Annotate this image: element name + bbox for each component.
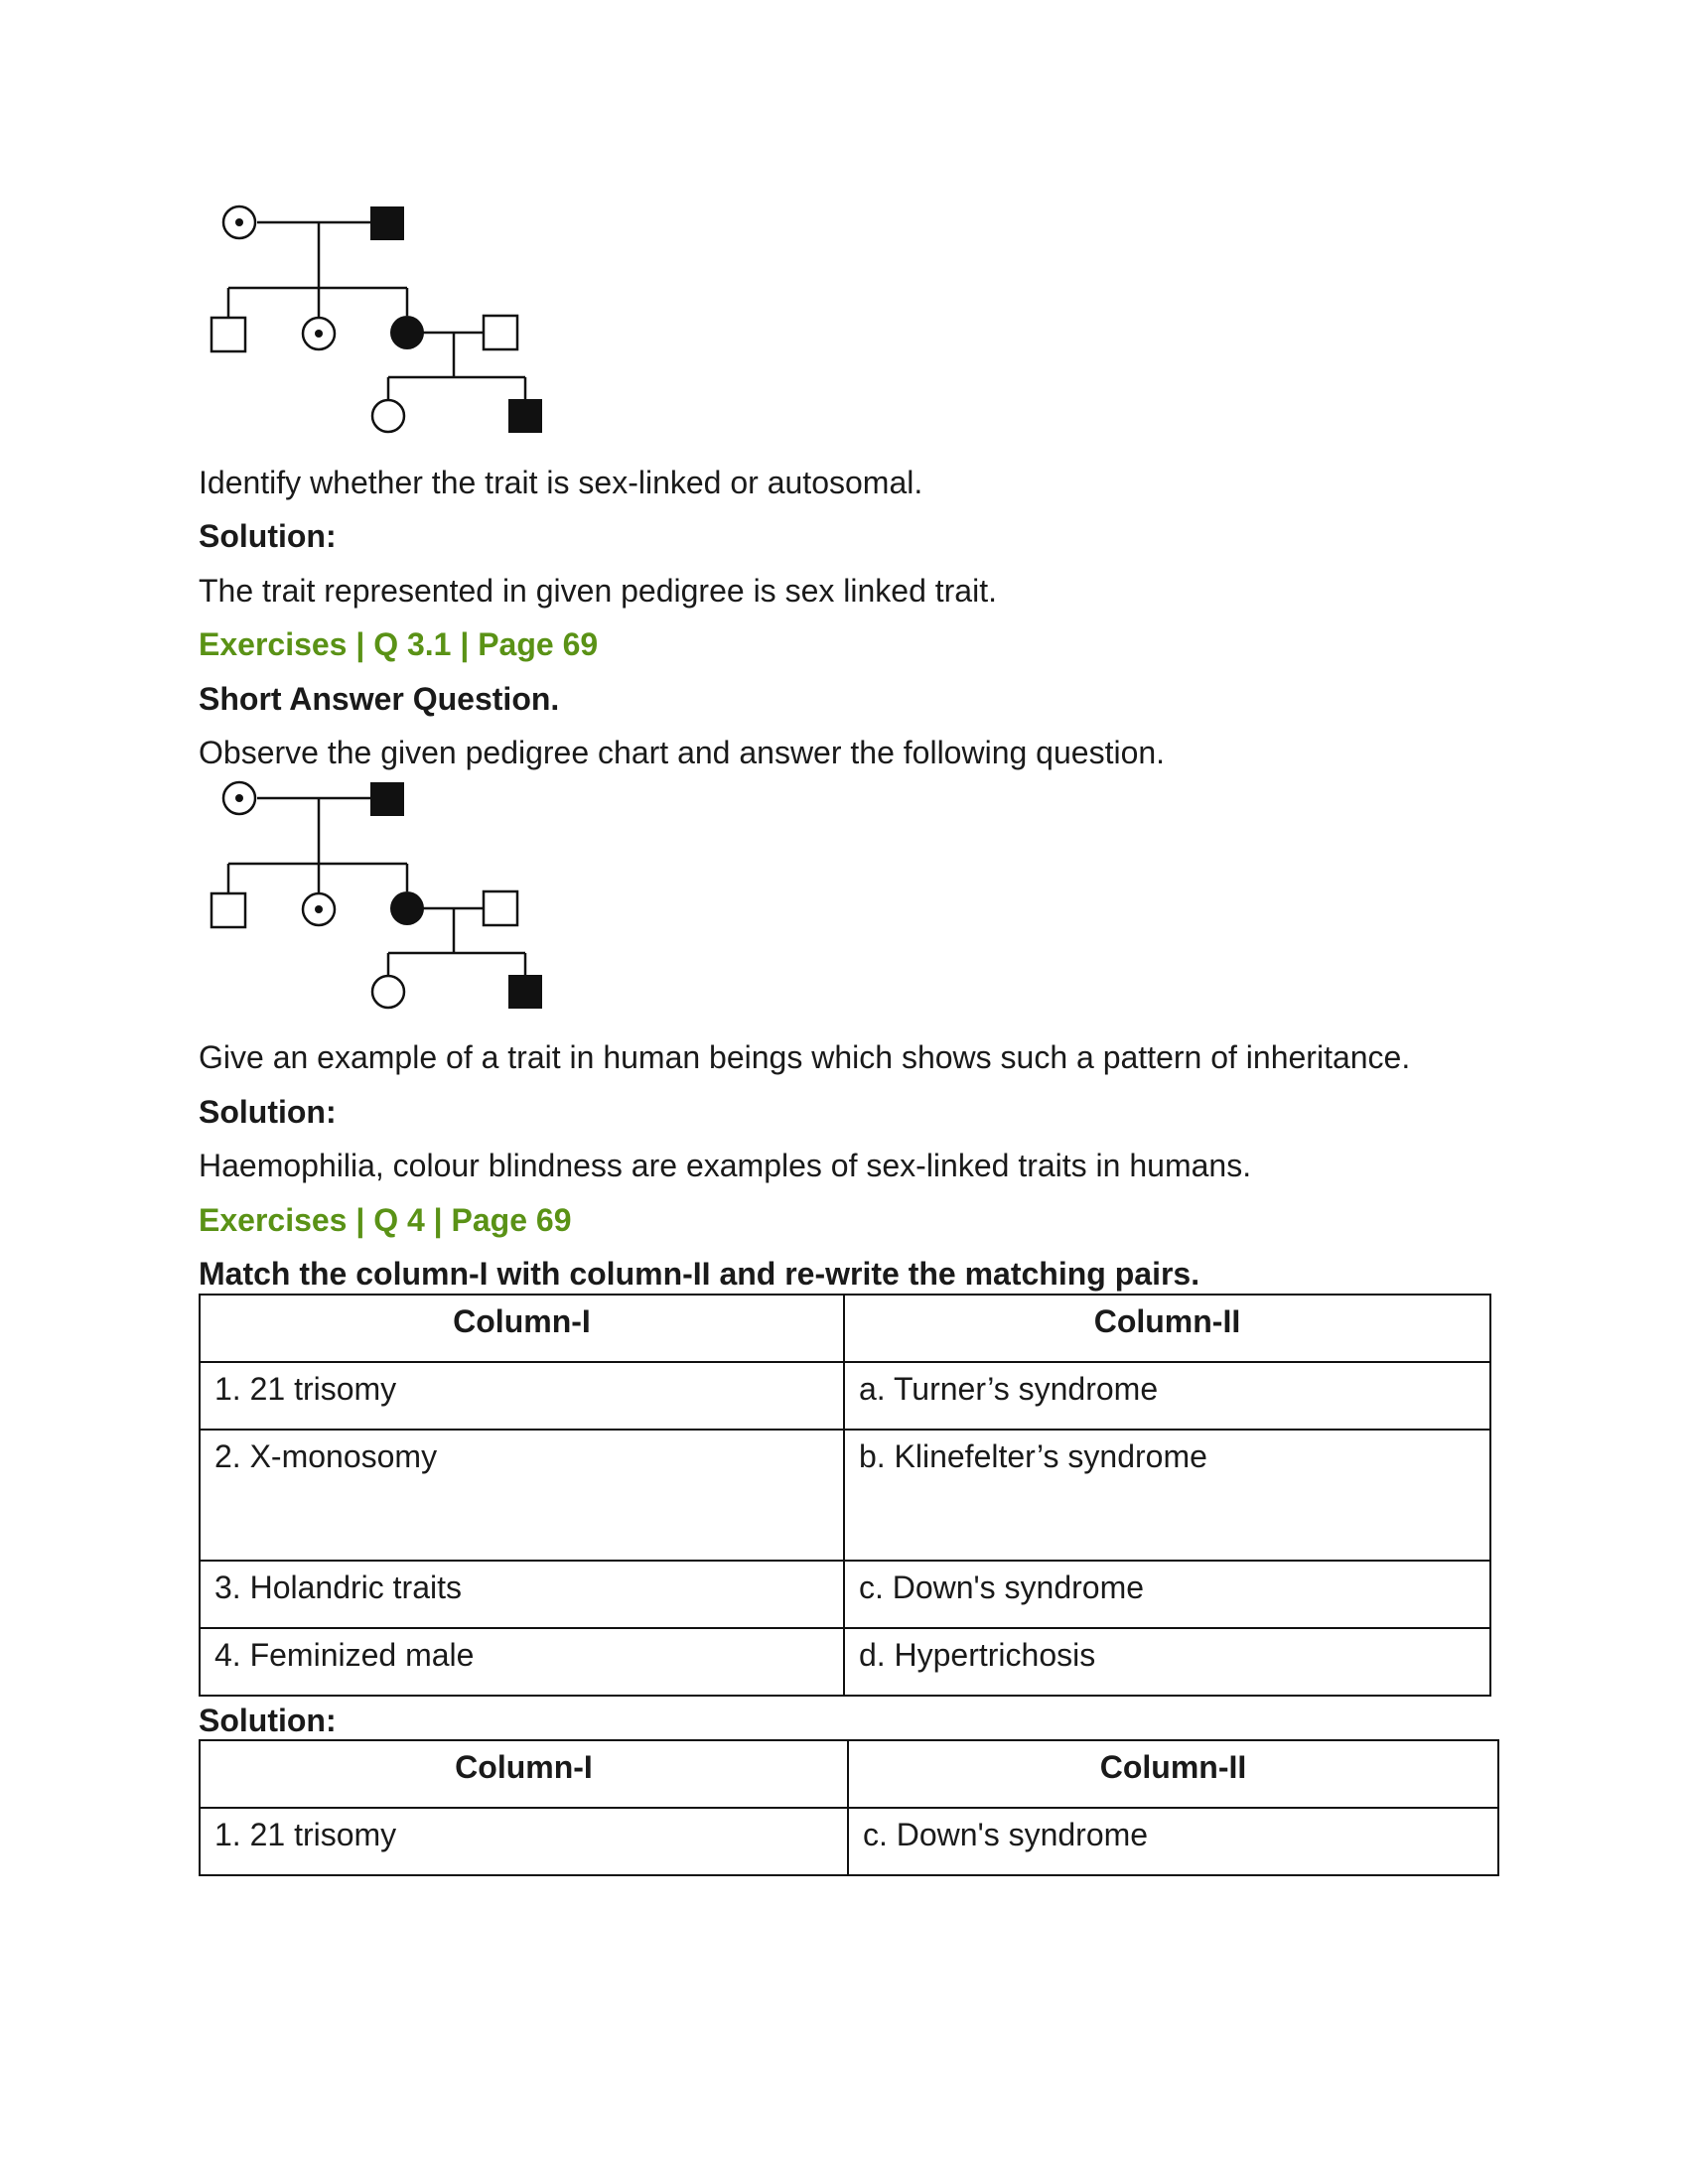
table-header-row — [200, 1740, 1498, 1808]
question-intro-text: Observe the given pedigree chart and answer the following question. — [199, 735, 1166, 770]
table-cell: 3. Holandric traits — [200, 1561, 844, 1628]
affected-male-symbol — [370, 206, 404, 240]
normal-male-symbol — [211, 318, 245, 351]
solution-text: Haemophilia, colour blindness are examples of sex-linked traits in humans. — [199, 1148, 1252, 1183]
affected-male-symbol — [370, 782, 404, 816]
column-header: Column-I — [200, 1295, 844, 1362]
question-type-label: Short Answer Question. — [199, 681, 560, 717]
normal-male-symbol — [211, 893, 245, 927]
table-row — [200, 1561, 1490, 1628]
exercise-reference-link[interactable]: Exercises | Q 4 | Page 69 — [199, 1202, 572, 1238]
pedigree-chart-2-svg — [194, 774, 561, 1023]
solution-label: Solution: — [199, 1094, 337, 1130]
table-cell: d. Hypertrichosis — [844, 1628, 1490, 1696]
table-header-row — [200, 1295, 1490, 1362]
match-table — [199, 1294, 1491, 1697]
table-cell: c. Down's syndrome — [848, 1808, 1498, 1875]
table-cell: c. Down's syndrome — [844, 1561, 1490, 1628]
table-row — [200, 1808, 1498, 1875]
affected-male-symbol — [508, 399, 542, 433]
column-header: Column-I — [200, 1740, 848, 1808]
pedigree-chart-2 — [194, 774, 561, 1023]
question-text: Give an example of a trait in human beings which shows such a pattern of inheritance. — [199, 1039, 1411, 1075]
question-text: Identify whether the trait is sex-linked or autosomal. — [199, 465, 923, 500]
column-header: Column-II — [848, 1740, 1498, 1808]
exercise-reference-link[interactable]: Exercises | Q 3.1 | Page 69 — [199, 626, 599, 662]
table-row — [200, 1362, 1490, 1430]
pedigree-chart-1-svg — [194, 199, 561, 447]
table-cell: 1. 21 trisomy — [200, 1362, 844, 1430]
normal-male-symbol — [484, 891, 517, 925]
solution-label: Solution: — [199, 518, 337, 554]
table-row — [200, 1628, 1490, 1696]
table-cell: 1. 21 trisomy — [200, 1808, 848, 1875]
table-row — [200, 1430, 1490, 1561]
match-question-text: Match the column-I with column-II and re-write the matching pairs. — [199, 1256, 1200, 1292]
solution-label: Solution: — [199, 1703, 337, 1738]
normal-female-symbol — [372, 400, 404, 432]
table-cell: 2. X-monosomy — [200, 1430, 844, 1561]
column-header: Column-II — [844, 1295, 1490, 1362]
normal-female-symbol — [372, 976, 404, 1008]
solution-text: The trait represented in given pedigree is sex linked trait. — [199, 573, 997, 609]
affected-male-symbol — [508, 975, 542, 1009]
affected-female-symbol — [390, 891, 424, 925]
solution-table — [199, 1739, 1499, 1876]
normal-male-symbol — [484, 316, 517, 349]
table-cell: a. Turner’s syndrome — [844, 1362, 1490, 1430]
table-cell: 4. Feminized male — [200, 1628, 844, 1696]
table-cell: b. Klinefelter’s syndrome — [844, 1430, 1490, 1561]
affected-female-symbol — [390, 316, 424, 349]
pedigree-chart-1 — [194, 199, 561, 447]
